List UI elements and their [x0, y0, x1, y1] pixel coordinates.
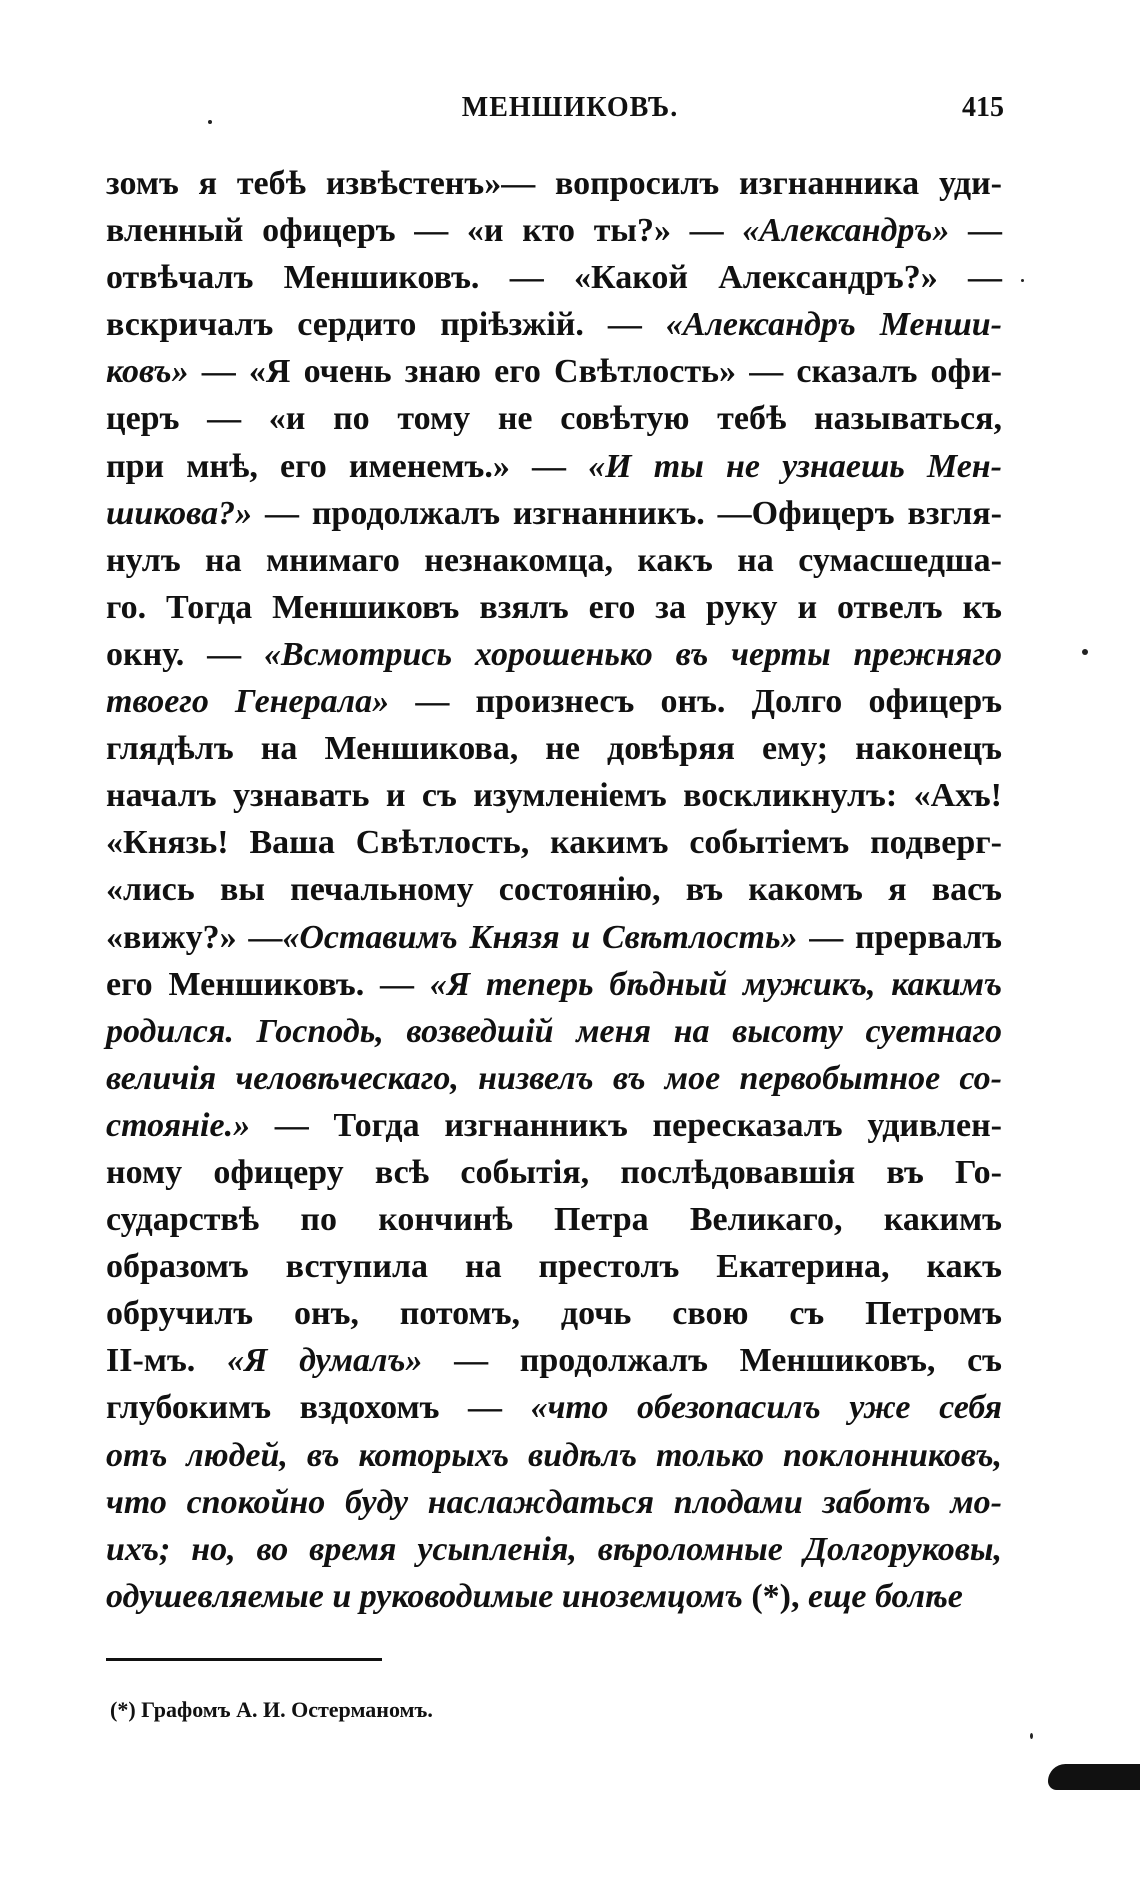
- text-segment: — «Я очень знаю его Свѣтлость» — сказалъ офи-: [188, 353, 1002, 391]
- text-line: [106, 160, 1002, 207]
- text-segment: глядѣлъ на Меншикова, не довѣряя ему; наконецъ: [106, 730, 1002, 768]
- text-segment: го. Тогда Меншиковъ взялъ его за руку и отвелъ къ: [106, 588, 1002, 626]
- text-line: [106, 254, 1002, 301]
- text-segment: окну. —: [106, 635, 264, 673]
- text-line: [106, 631, 1002, 678]
- text-segment: «Князь! Ваша Свѣтлость, какимъ событіемъ подверг-: [106, 824, 1002, 862]
- text-line: [106, 584, 1002, 631]
- text-line: [106, 772, 1002, 819]
- text-segment: глубокимъ вздохомъ —: [106, 1389, 531, 1427]
- text-segment: церъ — «и по тому не совѣтую тебѣ называться,: [106, 400, 1002, 438]
- italic-segment: ковъ»: [106, 353, 189, 391]
- text-line: [106, 1149, 1002, 1196]
- text-segment: (*),: [742, 1577, 808, 1615]
- text-segment: — продолжалъ изгнанникъ. —Офицеръ взгля-: [252, 494, 1002, 532]
- italic-segment: твоего Генерала»: [106, 683, 390, 721]
- text-line: [106, 395, 1002, 442]
- text-line: [106, 1479, 1002, 1526]
- text-line: [106, 301, 1002, 348]
- italic-segment: «И ты не узнаешь Мен-: [588, 447, 1002, 485]
- body-text: [106, 160, 1002, 1620]
- text-line: [106, 1526, 1002, 1573]
- italic-segment: одушевляемые и руководимые иноземцомъ: [106, 1577, 743, 1615]
- italic-segment: еще болѣе: [808, 1577, 963, 1615]
- running-title: МЕНШИКОВЪ.: [461, 92, 679, 123]
- italic-segment: «Оставимъ Князя и Свѣтлость»: [282, 918, 798, 956]
- text-segment: вскричалъ сердито пріѣзжій. —: [106, 306, 666, 344]
- italic-segment: шикова?»: [106, 494, 253, 532]
- text-segment: — прервалъ: [797, 918, 1002, 956]
- text-line: [106, 1055, 1002, 1102]
- text-line: [106, 537, 1002, 584]
- text-segment: нулъ на мнимаго незнакомца, какъ на сумасшедша-: [106, 541, 1002, 579]
- text-segment: «вижу?» —: [106, 918, 283, 956]
- text-line: [106, 1102, 1002, 1149]
- italic-segment: ихъ; но, во время усыпленія, вѣроломные Долгоруковы,: [106, 1530, 1002, 1568]
- text-segment: обручилъ онъ, потомъ, дочь свою съ Петромъ: [106, 1295, 1002, 1333]
- ink-speck: [208, 120, 212, 124]
- text-line: [106, 1573, 1002, 1620]
- text-line: [106, 348, 1002, 395]
- italic-segment: «Александръ Менши-: [665, 306, 1002, 344]
- text-line: [106, 914, 1002, 961]
- italic-segment: «Всмотрись хорошенько въ черты прежняго: [263, 635, 1002, 673]
- text-segment: отвѣчалъ Меншиковъ. — «Какой Александръ?» —: [106, 259, 1002, 297]
- page-number: 415: [962, 92, 1004, 123]
- text-segment: при мнѣ, его именемъ.» —: [106, 447, 589, 485]
- text-segment: —: [949, 212, 1002, 250]
- text-line: [106, 1196, 1002, 1243]
- text-line: [106, 443, 1002, 490]
- text-segment: зомъ я тебѣ извѣстенъ»— вопросилъ изгнанника уди-: [106, 165, 1002, 202]
- text-segment: — продолжалъ Меншиковъ, съ: [422, 1342, 1002, 1380]
- text-segment: его Меншиковъ. —: [106, 965, 430, 1003]
- running-head: [0, 92, 1140, 132]
- text-segment: II-мъ.: [106, 1342, 227, 1380]
- text-segment: сударствѣ по кончинѣ Петра Великаго, какимъ: [106, 1201, 1002, 1239]
- italic-segment: стояніе.»: [106, 1106, 251, 1144]
- text-segment: началъ узнавать и съ изумленіемъ воскликнулъ: «Ахъ!: [106, 777, 1002, 815]
- italic-segment: «Я думалъ»: [226, 1342, 423, 1380]
- ink-speck: [1030, 1733, 1033, 1739]
- italic-segment: «что обезопасилъ уже себя: [530, 1389, 1002, 1427]
- italic-segment: что спокойно буду наслаждаться плодами заботъ мо-: [106, 1483, 1002, 1521]
- italic-segment: «Я теперь бѣдный мужикъ, какимъ: [429, 965, 1003, 1003]
- text-line: [106, 1384, 1002, 1431]
- italic-segment: родился. Господь, возведшій меня на высоту суетнаго: [106, 1012, 1002, 1050]
- ink-blot: [1048, 1764, 1140, 1790]
- ink-speck: [1021, 279, 1024, 282]
- text-segment: «лись вы печальному состоянію, въ какомъ я васъ: [106, 871, 1002, 909]
- text-line: [106, 1008, 1002, 1055]
- text-line: [106, 725, 1002, 772]
- footnote-rule: [106, 1658, 382, 1661]
- footnote: (*) Графомъ А. И. Остерманомъ.: [110, 1697, 433, 1722]
- text-segment: — произнесъ онъ. Долго офицеръ: [389, 683, 1003, 721]
- text-segment: вленный офицеръ — «и кто ты?» —: [106, 212, 743, 250]
- text-line: [106, 1337, 1002, 1384]
- text-line: [106, 207, 1002, 254]
- text-segment: — Тогда изгнанникъ пересказалъ удивлен-: [250, 1106, 1002, 1144]
- text-line: [106, 1290, 1002, 1337]
- text-line: [106, 961, 1002, 1008]
- text-segment: образомъ вступила на престолъ Екатерина, какъ: [106, 1248, 1002, 1286]
- text-line: [106, 1432, 1002, 1479]
- text-line: [106, 1243, 1002, 1290]
- text-line: [106, 678, 1002, 725]
- text-line: [106, 490, 1002, 537]
- text-line: [106, 866, 1002, 913]
- italic-segment: величія человѣческаго, низвелъ въ мое первобытное со-: [106, 1059, 1002, 1097]
- text-segment: ному офицеру всѣ событія, послѣдовавшія въ Го-: [106, 1153, 1002, 1191]
- italic-segment: «Александръ»: [742, 212, 950, 250]
- italic-segment: отъ людей, въ которыхъ видѣлъ только поклонниковъ,: [106, 1436, 1002, 1474]
- ink-speck: [1082, 649, 1088, 655]
- text-line: [106, 819, 1002, 866]
